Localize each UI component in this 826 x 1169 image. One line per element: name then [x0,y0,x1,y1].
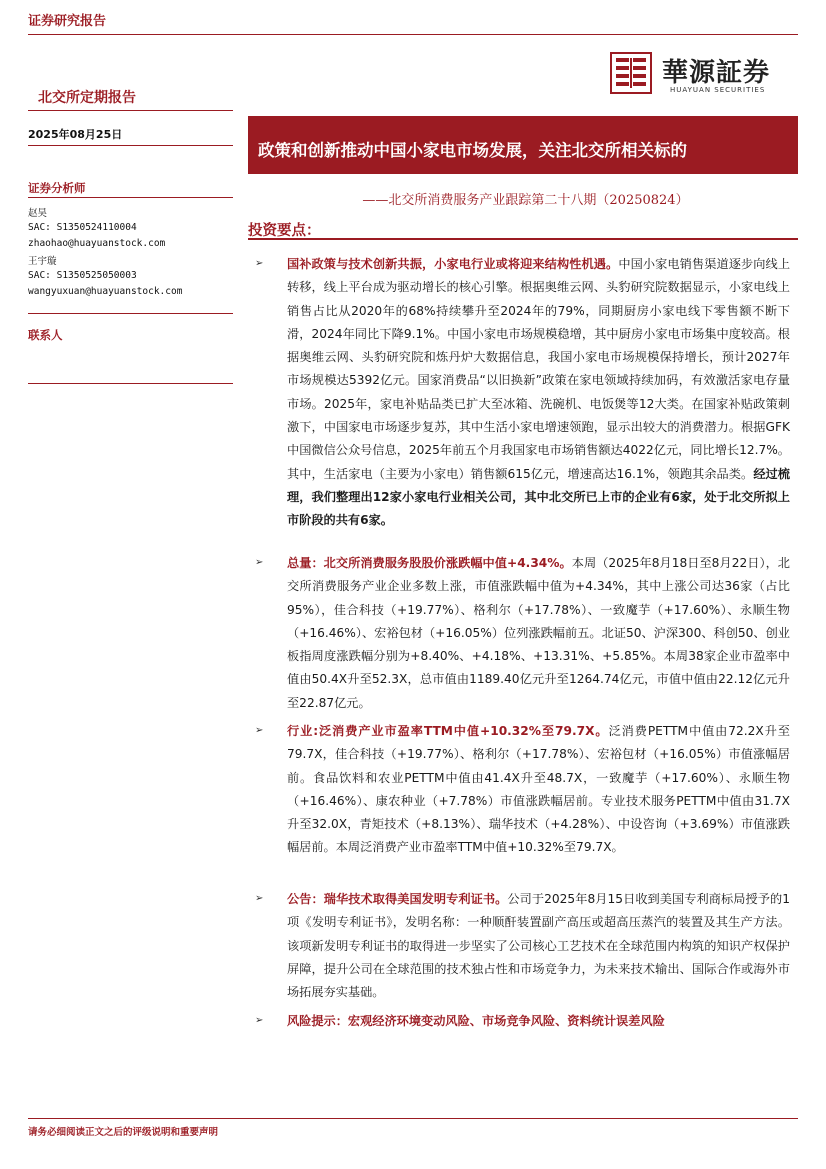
brand-name: 華源証券 [662,58,771,88]
brand-logo [610,52,800,100]
analyst-email: zhaohao@huayuanstock.com [28,238,166,249]
key-point [287,720,790,860]
key-point-lead: 国补政策与技术创新共振，小家电行业或将迎来结构性机遇。 [287,257,619,271]
analyst-sac: SAC: S1350524110004 [28,222,137,233]
key-point-tail: 经过梳理，我们整理出12家小家电行业相关公司，其中北交所已上市的企业有6家，处于北交所拟上市阶段的共有6家。 [287,466,790,528]
left-rule-contact [28,313,233,314]
bullet-icon: ➢ [255,258,264,269]
left-rule-top [28,110,233,111]
header-rule [28,34,798,35]
disclaimer-footer: 请务必细阅读正文之后的评级说明和重要声明 [28,1127,219,1138]
analyst-email: wangyuxuan@huayuanstock.com [28,286,183,297]
key-point [287,888,790,1004]
analyst-sac: SAC: S1350525050003 [28,270,137,281]
analyst-name: 赵昊 [28,208,48,219]
analysts-heading: 证券分析师 [28,181,86,195]
key-point [287,1010,790,1033]
key-point-body: 本周（2025年8月18日至8月22日），北交所消费服务产业企业多数上涨，市值涨跌幅中值为+4.34%，其中上涨公司达36家（占比95%），佳合科技（+19.77%）、格利尔（+17.78%）、一致魔芋（+17.60%）、永顺生物（+16.46%）、宏裕包材（+16.05%）位列涨跌幅前五。北证50、沪深300、科创50、创业板指周度涨跌幅分别为+8.40%、+4.18%、+13.31%、+5.85%。本周38家企业市盈率中值由50.4X升至52.3X，总市值由1189.40亿元升至1264.74亿元，市值中值由22.12亿元升至22.87亿元。 [287,556,790,710]
analyst-name: 王宇璇 [28,256,57,267]
document-type: 证券研究报告 [28,14,107,29]
bullet-icon: ➢ [255,893,264,904]
report-subtitle: ——北交所消费服务产业跟踪第二十八期（20250824） [362,193,689,208]
key-point [287,552,790,715]
bullet-icon: ➢ [255,725,264,736]
contact-heading: 联系人 [28,328,63,342]
bullet-icon: ➢ [255,557,264,568]
key-point-lead: 行业:泛消费产业市盈率TTM中值+10.32%至79.7X。 [287,724,609,738]
analysts-rule [28,197,233,198]
report-title: 政策和创新推动中国小家电市场发展，关注北交所相关标的 [258,141,687,160]
key-point-lead: 公告：瑞华技术取得美国发明专利证书。 [287,892,508,906]
key-points-heading: 投资要点： [248,223,321,239]
key-point-lead: 风险提示：宏观经济环境变动风险、市场竞争风险、资料统计误差风险 [287,1014,665,1028]
key-point-lead: 总量：北交所消费服务股股价涨跌幅中值+4.34%。 [287,556,572,570]
key-point-body: 公司于2025年8月15日收到美国专利商标局授予的1项《发明专利证书》，发明名称：一种顺酐装置副产高压或超高压蒸汽的装置及其生产方法。该项新发明专利证书的取得进一步坚实了公司核心工艺技术在全球范围内构筑的知识产权保护屏障，提升公司在全球范围的技术独占性和市场竞争力，为未来技术输出、国际合作或海外市场拓展夯实基础。 [287,892,790,1000]
key-point-body: 中国小家电销售渠道逐步向线上转移，线上平台成为驱动增长的核心引擎。根据奥维云网、头豹研究院数据显示，小家电线上销售占比从2020年的68%持续攀升至2024年的79%，同期厨房小家电线下零售额不断下滑，2024年同比下降9.1%。中国小家电市场规模稳增，其中厨房小家电市场集中度较高。根据奥维云网、头豹研究院和炼丹炉大数据信息，我国小家电市场规模保持增长，预计2027年市场规模达5392亿元。国家消费品“以旧换新”政策在家电领域持续加码，有效激活家电存量市场。2025年，家电补贴品类已扩大至冰箱、洗碗机、电饭煲等12大类。在国家补贴政策刺激下，中国家电市场逐步复苏，其中生活小家电增速领跑，显示出较大的消费潜力。根据GFK中国微信公众号信息，2025年前五个月我国家电市场销售额达4022亿元，同比增长12.7%。其中，生活家电（主要为小家电）销售额615亿元，增速高达16.1%，领跑其余品类。 [287,257,791,481]
report-date: 2025年08月25日 [28,128,123,141]
left-rule-date [28,145,233,146]
left-rule-bottom [28,383,233,384]
key-point [287,253,790,533]
key-points-rule [248,238,798,240]
bullet-icon: ➢ [255,1015,264,1026]
key-point-body: 泛消费PETTM中值由72.2X升至79.7X，佳合科技（+19.77%）、格利尔（+17.78%）、宏裕包材（+16.05%）市值涨幅居前。食品饮料和农业PETTM中值由41.4X升至48.7X，一致魔芋（+17.60%）、永顺生物（+16.46%）、康农种业（+7.78%）市值涨跌幅居前。专业技术服务PETTM中值由31.7X升至32.0X，青矩技术（+8.13%）、瑞华技术（+4.28%）、中设咨询（+3.69%）市值涨跌幅居前。本周泛消费产业市盈率TTM中值+10.32%至79.7X。 [287,724,790,855]
brand-emblem-icon [610,52,652,94]
footer-rule [28,1118,798,1119]
brand-english-name: HUAYUAN SECURITIES [670,86,766,94]
report-series: 北交所定期报告 [38,90,136,106]
